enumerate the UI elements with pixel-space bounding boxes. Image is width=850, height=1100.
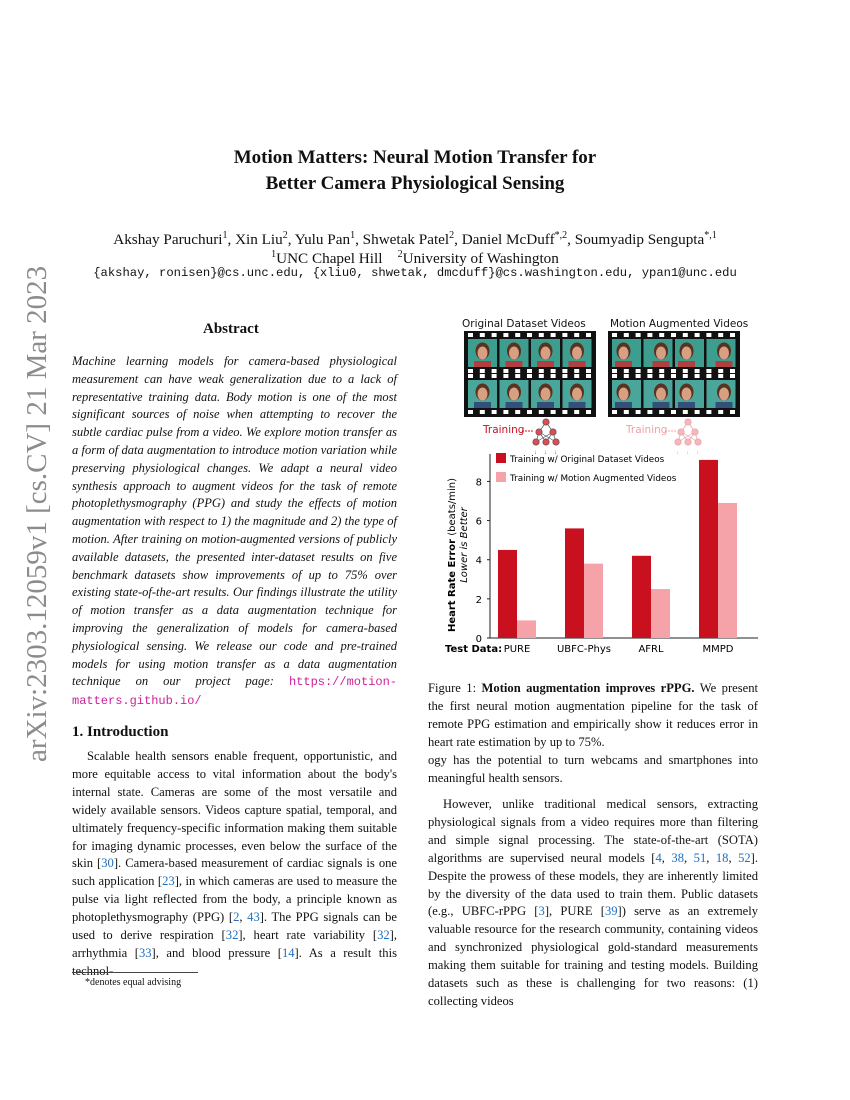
citation-link[interactable]: 30 xyxy=(101,856,114,871)
y-tick-label: 6 xyxy=(475,516,482,528)
author-name: Akshay Paruchuri xyxy=(113,231,223,249)
sprocket-hole xyxy=(718,410,723,414)
sprocket-hole xyxy=(562,374,567,378)
author-list: Akshay Paruchuri$^1$, Xin Liu$^2$, Yulu Pan$^1$, Shwetak Patel$^2$, Daniel McDuff$^{*,2}$, Soumyadip Sengupta$^{*,1}$ xyxy=(113,230,717,249)
shoulders-shape xyxy=(615,402,632,408)
sprocket-hole xyxy=(480,374,485,378)
face-shape xyxy=(719,388,729,401)
sprocket-hole xyxy=(730,374,735,378)
sprocket-hole xyxy=(695,410,700,414)
training-label-original: Training xyxy=(483,424,525,436)
face-shape xyxy=(656,388,666,401)
video-filmstrips xyxy=(464,331,740,417)
citation-link[interactable]: 33 xyxy=(138,945,152,960)
sprocket-hole xyxy=(718,333,723,337)
citation-link[interactable]: 32 xyxy=(225,928,239,943)
sprocket-hole xyxy=(562,333,567,337)
sprocket-hole xyxy=(492,374,497,378)
sprocket-hole xyxy=(636,374,641,378)
shoulders-shape xyxy=(474,361,491,367)
sprocket-hole xyxy=(624,410,629,414)
citation-link[interactable]: 23 xyxy=(162,874,175,889)
training-label-augmented: Training xyxy=(626,424,668,436)
augmented-videos-label: Motion Augmented Videos xyxy=(610,318,749,330)
face-shape xyxy=(719,347,729,360)
paragraph-text: ], in which cameras are used to measure the pulse via light reflected from the body, a principle known as photoplethysmography (PPG) [ xyxy=(72,874,398,925)
sprocket-hole xyxy=(492,410,497,414)
sprocket-hole xyxy=(730,369,735,373)
shoulders-shape xyxy=(506,361,523,367)
sprocket-hole xyxy=(574,369,579,373)
sprocket-hole xyxy=(683,374,688,378)
author-name: Shwetak Patel xyxy=(362,231,450,249)
ellipsis-mark: : xyxy=(673,368,676,377)
paragraph-text: , xyxy=(684,850,694,865)
sprocket-hole xyxy=(647,410,652,414)
citation-link[interactable]: 3 xyxy=(538,904,545,919)
arrow-down-icon: ↓ xyxy=(554,450,557,456)
network-node xyxy=(685,439,691,445)
paragraph-text: , xyxy=(728,850,739,865)
sprocket-hole xyxy=(612,369,617,373)
test-data-label: Test Data: xyxy=(445,644,503,655)
shoulders-shape xyxy=(506,402,523,408)
y-axis-sublabel: Lower is Better xyxy=(459,507,470,583)
author-name: Xin Liu xyxy=(235,231,283,249)
sprocket-hole xyxy=(695,333,700,337)
introduction-heading: 1. Introduction xyxy=(72,724,169,740)
legend-entry: Training w/ Original Dataset Videos xyxy=(510,455,665,465)
shoulders-shape xyxy=(678,361,695,367)
face-shape xyxy=(682,388,692,401)
sprocket-hole xyxy=(718,369,723,373)
sprocket-hole xyxy=(480,369,485,373)
sprocket-hole xyxy=(492,333,497,337)
sprocket-hole xyxy=(671,410,676,414)
caption-text: We present the first neural motion augmentation pipeline for the task of remote PPG estimation and empirically show it reduces error in heart rate estimation by up to 75%. xyxy=(428,681,759,749)
paper-title-line-1: Motion Matters: Neural Motion Transfer for xyxy=(233,147,597,168)
abstract-text: Machine learning models for camera-based physiological measurement can have weak generalization due to a lack of representative training data. Body motion is one of the most significant sources of noise when attempting to recover the subtle cardiac pulse from a video. We explore motion transfer as a form of data augmentation to introduce motion variation while preserving physiological changes. We adapt a neural video synthesis approach to augment videos for the task of remote photoplethysmography (PPG) and study the effects of motion augmentation with respect to 1) the magnitude and 2) the type of motion. After training on motion-augmented versions of publicly available datasets, the presented inter-dataset results on five benchmark datasets show improvements of up to 75% over existing state-of-the-art results. Our findings illustrate the utility of motion transfer as a data augmentation technique for improving the generalization of models for camera-based physiological sensing. We release our code and pre-trained models for using motion transfer as a data augmentation technique on our project page: xyxy=(72,354,397,689)
sprocket-hole xyxy=(636,369,641,373)
sprocket-hole xyxy=(574,333,579,337)
sprocket-hole xyxy=(659,333,664,337)
sprocket-hole xyxy=(706,369,711,373)
citation-link[interactable]: 43 xyxy=(247,910,260,925)
network-node xyxy=(685,419,691,425)
sprocket-hole xyxy=(515,410,520,414)
sprocket-hole xyxy=(624,333,629,337)
network-node xyxy=(695,439,701,445)
sprocket-hole xyxy=(527,410,532,414)
network-node xyxy=(678,429,684,435)
sprocket-hole xyxy=(574,374,579,378)
footnote: *denotes equal advising xyxy=(85,977,182,988)
right-column-paragraph-2 xyxy=(428,796,758,1011)
legend-swatch xyxy=(496,453,506,463)
sprocket-hole xyxy=(683,333,688,337)
paragraph-text: ]. As a result this technol- xyxy=(72,945,397,978)
sprocket-hole xyxy=(586,410,591,414)
shoulders-shape xyxy=(537,361,554,367)
shoulders-shape xyxy=(716,402,733,408)
shoulders-shape xyxy=(569,402,586,408)
paragraph-text: ]. Camera-based measurement of cardiac signals is one such application [ xyxy=(72,856,398,889)
face-shape xyxy=(572,347,582,360)
face-shape xyxy=(682,347,692,360)
network-node xyxy=(675,439,681,445)
face-shape xyxy=(572,388,582,401)
sprocket-hole xyxy=(647,333,652,337)
paragraph-text: ]. Despite the prowess of these models, they are inherently limited by the diversity of the data used to train them. Public datasets (e.g., UBFC-rPPG [ xyxy=(428,850,759,919)
affiliation-mark: 1 xyxy=(271,249,277,260)
y-tick-label: 4 xyxy=(475,555,482,567)
sprocket-hole xyxy=(695,369,700,373)
sprocket-hole xyxy=(612,374,617,378)
paragraph-text: ], and blood pressure [ xyxy=(151,945,282,960)
network-node xyxy=(533,439,539,445)
network-node xyxy=(543,439,549,445)
legend-swatch xyxy=(496,472,506,482)
sprocket-hole xyxy=(551,369,556,373)
abstract-heading: Abstract xyxy=(203,321,259,337)
sprocket-hole xyxy=(539,410,544,414)
sprocket-hole xyxy=(468,410,473,414)
face-shape xyxy=(656,347,666,360)
shoulders-shape xyxy=(474,402,491,408)
introduction-paragraph xyxy=(72,748,397,981)
figure-1-caption xyxy=(428,680,758,752)
author-name: Soumyadip Sengupta xyxy=(574,231,705,249)
sprocket-hole xyxy=(574,410,579,414)
sprocket-hole xyxy=(515,369,520,373)
bar-afrl-series-1 xyxy=(632,556,651,638)
bar-mmpd-series-2 xyxy=(718,503,737,638)
citation-link[interactable]: 39 xyxy=(604,904,618,919)
sprocket-hole xyxy=(612,410,617,414)
paragraph-text: ], heart rate variability [ xyxy=(238,928,378,943)
arrow-down-icon: ↓ xyxy=(534,450,537,456)
citation-link[interactable]: 38 xyxy=(671,850,685,865)
sprocket-hole xyxy=(683,369,688,373)
footnote-rule xyxy=(72,972,198,973)
author-affiliation-mark: 2 xyxy=(282,230,288,241)
sprocket-hole xyxy=(624,369,629,373)
sprocket-hole xyxy=(706,374,711,378)
sprocket-hole xyxy=(468,374,473,378)
network-node xyxy=(543,419,549,425)
author-affiliation-mark: 1 xyxy=(222,230,228,241)
paragraph-text: Scalable health sensors enable frequent, opportunistic, and more equitable access to vital information about the body's internal state. Cameras are some of the most versatile and widely available sensors. Videos capture spatial, temporal, and ultimately frequency-specific information making them suitable for imaging dynamic processes, even below the surface of the skin [ xyxy=(72,749,397,871)
sprocket-hole xyxy=(695,374,700,378)
author-affiliation-mark: *,2 xyxy=(554,230,568,241)
sprocket-hole xyxy=(492,369,497,373)
sprocket-hole xyxy=(612,333,617,337)
face-shape xyxy=(619,347,629,360)
sprocket-hole xyxy=(706,410,711,414)
sprocket-hole xyxy=(586,369,591,373)
x-tick-label: PURE xyxy=(503,644,531,655)
x-tick-label: MMPD xyxy=(702,644,734,655)
citation-link[interactable]: 14 xyxy=(281,945,295,960)
sprocket-hole xyxy=(503,374,508,378)
network-node xyxy=(553,439,559,445)
sprocket-hole xyxy=(647,369,652,373)
sprocket-hole xyxy=(706,333,711,337)
sprocket-hole xyxy=(586,333,591,337)
sprocket-hole xyxy=(480,333,485,337)
paragraph-text: ], arrhythmia [ xyxy=(72,928,397,960)
sprocket-hole xyxy=(647,374,652,378)
author-affiliation-mark: 1 xyxy=(350,230,356,241)
network-node xyxy=(692,429,698,435)
network-node xyxy=(550,429,556,435)
paragraph-text: ]) serve as an extremely valuable resource for the research community, containing videos and synchronized physiological gold-standard measurements making them suitable for training and testing models. Building datasets such as these is challenging for two reasons: (1) collecting videos xyxy=(428,904,759,1008)
arrow-down-icon: ↓ xyxy=(686,450,689,456)
ellipsis-mark: : xyxy=(529,368,532,377)
sprocket-hole xyxy=(527,333,532,337)
shoulders-shape xyxy=(653,402,670,408)
abstract-body xyxy=(72,353,397,711)
x-tick-label: AFRL xyxy=(638,644,664,655)
face-shape xyxy=(509,388,519,401)
sprocket-hole xyxy=(562,369,567,373)
arxiv-identifier: arXiv:2303.12059v1 [cs.CV] 21 Mar 2023 xyxy=(21,265,53,762)
face-shape xyxy=(619,388,629,401)
sprocket-hole xyxy=(659,374,664,378)
sprocket-hole xyxy=(586,374,591,378)
paragraph-text: , xyxy=(661,850,672,865)
author-name: Daniel McDuff xyxy=(461,231,555,249)
training-networks xyxy=(522,419,701,456)
sprocket-hole xyxy=(551,374,556,378)
sprocket-hole xyxy=(503,410,508,414)
y-axis-label: Heart Rate Error (beats/min) xyxy=(447,477,458,633)
affiliation-name: UNC Chapel Hill xyxy=(276,250,383,268)
sprocket-hole xyxy=(562,410,567,414)
bar-pure-series-1 xyxy=(498,550,517,638)
sprocket-hole xyxy=(551,410,556,414)
face-shape xyxy=(478,347,488,360)
affiliation-mark: 2 xyxy=(397,249,403,260)
shoulders-shape xyxy=(678,402,695,408)
paragraph-text: ]. The PPG signals can be used to derive respiration [ xyxy=(72,910,397,943)
citation-link[interactable]: 52 xyxy=(738,850,751,865)
y-tick-label: 2 xyxy=(475,594,482,606)
citation-link[interactable]: 2 xyxy=(233,910,240,925)
y-tick-label: 0 xyxy=(475,634,482,645)
bar-pure-series-2 xyxy=(517,620,536,638)
sprocket-hole xyxy=(636,410,641,414)
citation-link[interactable]: 32 xyxy=(377,928,390,943)
arrow-down-icon: ↓ xyxy=(676,450,679,456)
y-tick-label: 8 xyxy=(475,477,482,489)
shoulders-shape xyxy=(615,361,632,367)
figure-1 xyxy=(428,318,768,663)
sprocket-hole xyxy=(468,333,473,337)
shoulders-shape xyxy=(537,402,554,408)
original-videos-label: Original Dataset Videos xyxy=(462,318,586,330)
author-affiliation-mark: *,1 xyxy=(704,230,717,241)
bar-ubfc-phys-series-2 xyxy=(584,564,603,638)
citation-link[interactable]: 18 xyxy=(715,850,729,865)
right-column-paragraph-1: ogy has the potential to turn webcams and smartphones into meaningful health sensors. xyxy=(428,753,758,785)
face-shape xyxy=(541,388,551,401)
caption-bold-text: Motion augmentation improves rPPG. xyxy=(481,681,695,695)
sprocket-hole xyxy=(503,333,508,337)
sprocket-hole xyxy=(515,333,520,337)
sprocket-hole xyxy=(683,410,688,414)
shoulders-shape xyxy=(569,361,586,367)
paragraph-text: , xyxy=(706,850,716,865)
author-affiliation-mark: 2 xyxy=(449,230,455,241)
face-shape xyxy=(541,347,551,360)
sprocket-hole xyxy=(636,333,641,337)
figure-graphic xyxy=(428,318,768,663)
sprocket-hole xyxy=(468,369,473,373)
sprocket-hole xyxy=(730,410,735,414)
paragraph-text: However, unlike traditional medical sensors, extracting physiological signals from a video requires more than filtering and simple signal processing. The state-of-the-art (SOTA) algorithms are supervised neural models [ xyxy=(428,797,758,865)
sprocket-hole xyxy=(730,333,735,337)
project-page-link[interactable]: https://motion-matters.github.io/ xyxy=(72,675,397,709)
face-shape xyxy=(478,388,488,401)
sprocket-hole xyxy=(671,333,676,337)
bar-afrl-series-2 xyxy=(651,589,670,638)
shoulders-shape xyxy=(716,361,733,367)
sprocket-hole xyxy=(539,369,544,373)
arrow-down-icon: ↓ xyxy=(544,450,547,456)
sprocket-hole xyxy=(659,410,664,414)
sprocket-hole xyxy=(539,374,544,378)
x-tick-label: UBFC-Phys xyxy=(556,644,612,655)
sprocket-hole xyxy=(551,333,556,337)
shoulders-shape xyxy=(653,361,670,367)
paper-title-line-2: Better Camera Physiological Sensing xyxy=(265,173,565,194)
sprocket-hole xyxy=(718,374,723,378)
sprocket-hole xyxy=(539,333,544,337)
sprocket-hole xyxy=(515,374,520,378)
network-node xyxy=(536,429,542,435)
citation-link[interactable]: 4 xyxy=(655,850,662,865)
caption-label: Figure 1: xyxy=(428,681,477,695)
citation-link[interactable]: 51 xyxy=(693,850,707,865)
sprocket-hole xyxy=(659,369,664,373)
author-emails: {akshay, ronisen}@cs.unc.edu, {xliu0, shwetak, dmcduff}@cs.washington.edu, ypan1@unc.edu xyxy=(93,266,737,280)
legend-entry: Training w/ Motion Augmented Videos xyxy=(510,474,677,484)
paragraph-text: ], PURE [ xyxy=(544,904,605,919)
arrow-down-icon: ↓ xyxy=(696,450,699,456)
heart-rate-error-chart xyxy=(445,453,758,655)
author-name: Yulu Pan xyxy=(294,231,351,249)
sprocket-hole xyxy=(624,374,629,378)
bar-mmpd-series-1 xyxy=(699,460,718,638)
sprocket-hole xyxy=(503,369,508,373)
bar-ubfc-phys-series-1 xyxy=(565,528,584,638)
face-shape xyxy=(509,347,519,360)
affiliation-name: University of Washington xyxy=(402,250,559,268)
sprocket-hole xyxy=(480,410,485,414)
paragraph-text: , xyxy=(239,910,248,925)
